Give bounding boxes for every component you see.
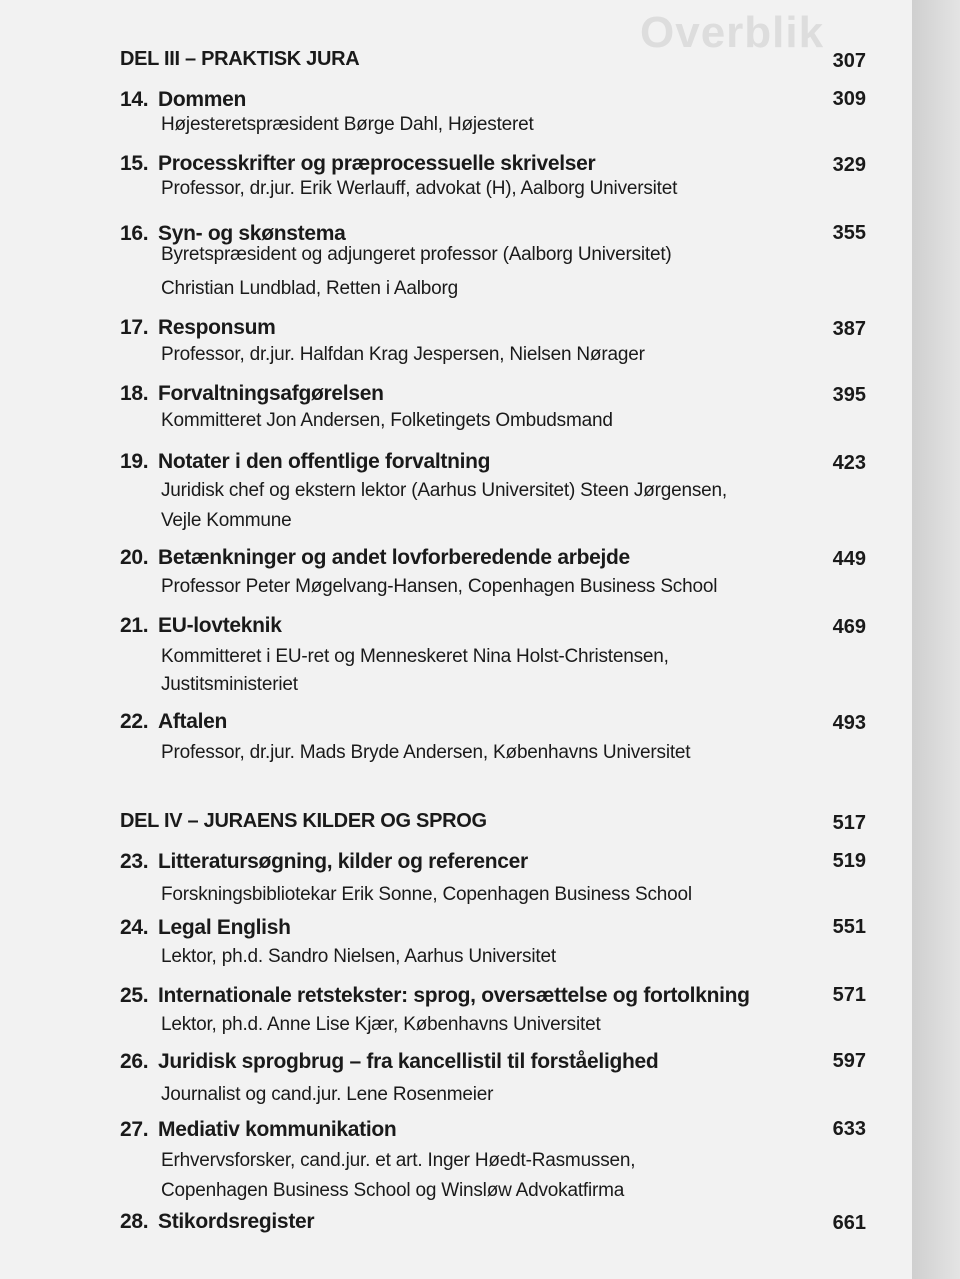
chapter-author: Erhvervsforsker, cand.jur. et art. Inger Høedt-Rasmussen, [161, 1150, 636, 1171]
chapter-title [120, 916, 291, 940]
chapter-page-number: 355 [832, 222, 866, 244]
chapter-author: Justitsministeriet [161, 674, 298, 695]
chapter-name: Forvaltningsafgørelsen [158, 382, 384, 405]
chapter-title [120, 546, 630, 570]
chapter-title [120, 450, 490, 474]
chapter-page-number: 395 [832, 384, 866, 406]
chapter-name: Stikordsregister [158, 1210, 315, 1233]
show-through-heading: Overblik [640, 8, 825, 57]
chapter-title [120, 850, 528, 874]
chapter-author: Kommitteret i EU-ret og Menneskeret Nina Holst-Christensen, [161, 646, 669, 667]
chapter-title [120, 222, 345, 246]
chapter-page-number: 309 [832, 88, 866, 110]
chapter-author: Christian Lundblad, Retten i Aalborg [161, 278, 458, 299]
chapter-number: 25. [120, 984, 149, 1007]
chapter-title [120, 710, 227, 734]
chapter-title [120, 1210, 314, 1234]
chapter-author: Kommitteret Jon Andersen, Folketingets Ombudsmand [161, 410, 613, 431]
chapter-page-number: 519 [832, 850, 866, 872]
chapter-page-number: 597 [832, 1050, 866, 1072]
chapter-number: 16. [120, 222, 149, 245]
chapter-title [120, 382, 384, 406]
chapter-author: Professor, dr.jur. Erik Werlauff, advokat (H), Aalborg Universitet [161, 178, 678, 199]
chapter-number: 28. [120, 1210, 149, 1233]
section-title: DEL IV – JURAENS KILDER OG SPROG [120, 810, 487, 832]
chapter-number: 21. [120, 614, 149, 637]
chapter-number: 20. [120, 546, 149, 569]
chapter-title [120, 614, 282, 638]
chapter-title [120, 1118, 396, 1142]
chapter-number: 24. [120, 916, 149, 939]
chapter-page-number: 449 [832, 548, 866, 570]
chapter-page-number: 551 [832, 916, 866, 938]
section-page-number: 517 [832, 812, 866, 834]
chapter-number: 27. [120, 1118, 149, 1141]
chapter-number: 26. [120, 1050, 149, 1073]
chapter-number: 23. [120, 850, 149, 873]
chapter-page-number: 633 [832, 1118, 866, 1140]
chapter-title [120, 316, 276, 340]
chapter-author: Lektor, ph.d. Anne Lise Kjær, Københavns Universitet [161, 1014, 601, 1035]
chapter-author: Lektor, ph.d. Sandro Nielsen, Aarhus Universitet [161, 946, 556, 967]
chapter-author: Forskningsbibliotekar Erik Sonne, Copenhagen Business School [161, 884, 692, 905]
chapter-author: Copenhagen Business School og Winsløw Advokatfirma [161, 1180, 625, 1201]
chapter-page-number: 661 [832, 1212, 866, 1234]
chapter-name: EU-lovteknik [158, 614, 282, 637]
chapter-page-number: 387 [832, 318, 866, 340]
chapter-page-number: 329 [832, 154, 866, 176]
chapter-name: Aftalen [158, 710, 228, 733]
chapter-author: Journalist og cand.jur. Lene Rosenmeier [161, 1084, 494, 1105]
chapter-author: Højesteretspræsident Børge Dahl, Højesteret [161, 114, 534, 135]
chapter-name: Dommen [158, 88, 247, 111]
chapter-title [120, 152, 595, 176]
chapter-number: 19. [120, 450, 149, 473]
chapter-name: Processkrifter og præprocessuelle skrivelser [158, 152, 596, 175]
chapter-name: Juridisk sprogbrug – fra kancellistil til forståelighed [158, 1050, 659, 1073]
chapter-title [120, 1050, 658, 1074]
chapter-author: Juridisk chef og ekstern lektor (Aarhus Universitet) Steen Jørgensen, [161, 480, 727, 501]
chapter-name: Syn- og skønstema [158, 222, 346, 245]
chapter-name: Litteratursøgning, kilder og referencer [158, 850, 528, 873]
chapter-number: 22. [120, 710, 149, 733]
chapter-page-number: 493 [832, 712, 866, 734]
chapter-name: Responsum [158, 316, 276, 339]
chapter-name: Legal English [158, 916, 291, 939]
section-title: DEL III – PRAKTISK JURA [120, 48, 360, 70]
chapter-title [120, 88, 246, 112]
chapter-name: Betænkninger og andet lovforberedende arbejde [158, 546, 630, 569]
chapter-author: Professor, dr.jur. Mads Bryde Andersen, Københavns Universitet [161, 742, 691, 763]
chapter-name: Notater i den offentlige forvaltning [158, 450, 491, 473]
chapter-title [120, 984, 750, 1008]
chapter-number: 15. [120, 152, 149, 175]
page-edge [912, 0, 960, 1279]
chapter-author: Professor, dr.jur. Halfdan Krag Jespersen, Nielsen Nørager [161, 344, 645, 365]
chapter-name: Internationale retstekster: sprog, oversættelse og fortolkning [158, 984, 750, 1007]
section-page-number: 307 [832, 50, 866, 72]
chapter-page-number: 423 [832, 452, 866, 474]
chapter-page-number: 469 [832, 616, 866, 638]
chapter-author: Byretspræsident og adjungeret professor (Aalborg Universitet) [161, 244, 672, 265]
chapter-author: Professor Peter Møgelvang-Hansen, Copenhagen Business School [161, 576, 718, 597]
chapter-name: Mediativ kommunikation [158, 1118, 397, 1141]
chapter-page-number: 571 [832, 984, 866, 1006]
chapter-author: Vejle Kommune [161, 510, 292, 531]
chapter-number: 17. [120, 316, 149, 339]
chapter-number: 14. [120, 88, 149, 111]
chapter-number: 18. [120, 382, 149, 405]
